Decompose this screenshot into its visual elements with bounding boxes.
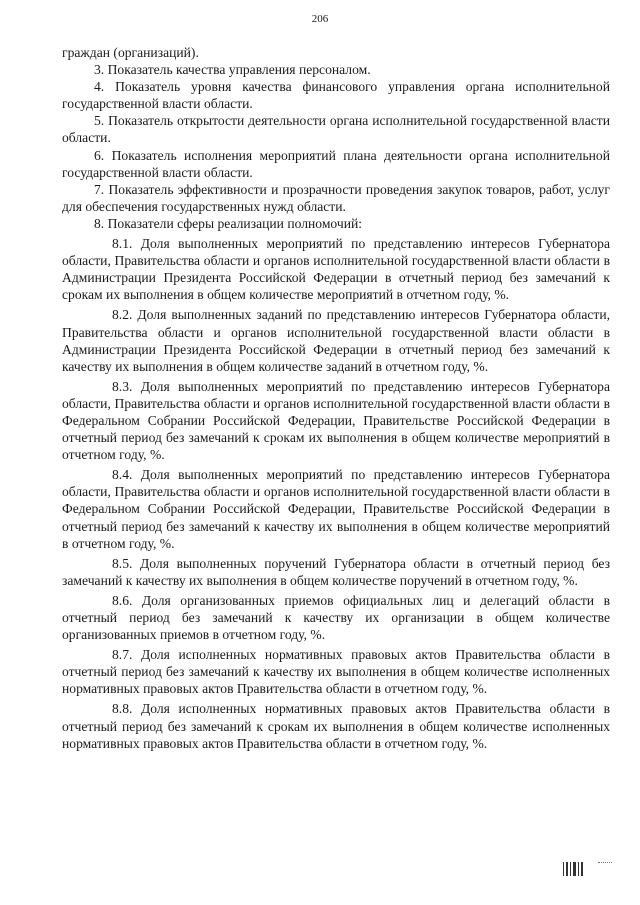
paragraph-indicator-8-3: 8.3. Доля выполненных мероприятий по представлению интересов Губернатора области, Правительства области и органов исполнительной государственной власти области в Федеральном Собрании Российской Федерации, Правительстве Российской Федерации в отчетный период без замечаний к срокам их выполнения в общем количестве мероприятий в отчетном году, %. xyxy=(62,378,610,463)
paragraph-indicator-3: 3. Показатель качества управления персоналом. xyxy=(94,62,371,78)
paragraph-indicator-6: 6. Показатель исполнения мероприятий плана деятельности органа исполнительной государственной власти области. xyxy=(62,147,610,180)
paragraph-indicator-8-7: 8.7. Доля исполненных нормативных правовых актов Правительства области в отчетный период без замечаний к качеству их выполнения в общем количестве исполненных нормативных правовых актов Правительства области в отчетном году, %. xyxy=(62,647,610,697)
paragraph-indicator-8-5: 8.5. Доля выполненных поручений Губернатора области в отчетный период без замечаний к качеству их выполнения в общем количестве поручений в отчетном году, %. xyxy=(62,555,610,588)
document-body xyxy=(62,44,610,752)
paragraph-indicator-4: 4. Показатель уровня качества финансового управления органа исполнительной государственной власти области. xyxy=(62,79,610,112)
paragraph-indicator-8-1: 8.1. Доля выполненных мероприятий по представлению интересов Губернатора области, Правительства области и органов исполнительной государственной власти области в Администрации Президента Российской Федерации в отчетный период без замечаний к срокам их выполнения в общем количестве мероприятий в отчетном году, %. xyxy=(62,236,610,303)
barcode-mark xyxy=(563,862,587,876)
paragraph-continuation: граждан (организаций). xyxy=(62,45,199,60)
page-number: 206 xyxy=(311,13,329,25)
paragraph-indicator-8: 8. Показатели сферы реализации полномочий: xyxy=(94,215,363,231)
paragraph-indicator-8-8: 8.8. Доля исполненных нормативных правовых актов Правительства области в отчетный период без замечаний к срокам их выполнения в общем количестве исполненных нормативных правовых актов Правительства области в отчетном году, %. xyxy=(62,701,610,751)
paragraph-indicator-5: 5. Показатель открытости деятельности органа исполнительной государственной власти области. xyxy=(62,113,610,146)
scan-artifact xyxy=(598,862,612,865)
paragraph-indicator-8-2: 8.2. Доля выполненных заданий по представлению интересов Губернатора области, Правительства области и органов исполнительной государственной власти области в Администрации Президента Российской Федерации в отчетный период без замечаний к качеству их выполнения в общем количестве заданий в отчетном году, %. xyxy=(62,307,610,374)
paragraph-indicator-8-6: 8.6. Доля организованных приемов официальных лиц и делегаций области в отчетный период без замечаний к качеству их организации в общем количестве организованных приемов в отчетном году, %. xyxy=(62,592,610,643)
paragraph-indicator-8-4: 8.4. Доля выполненных мероприятий по представлению интересов Губернатора области, Правительства области и органов исполнительной государственной власти области в Федеральном Собрании Российской Федерации, Правительстве Российской Федерации в отчетный период без замечаний к качеству их выполнения в общем количестве мероприятий в отчетном году, %. xyxy=(62,467,610,551)
paragraph-indicator-7: 7. Показатель эффективности и прозрачности проведения закупок товаров, работ, услуг для обеспечения государственных нужд области. xyxy=(62,181,610,214)
